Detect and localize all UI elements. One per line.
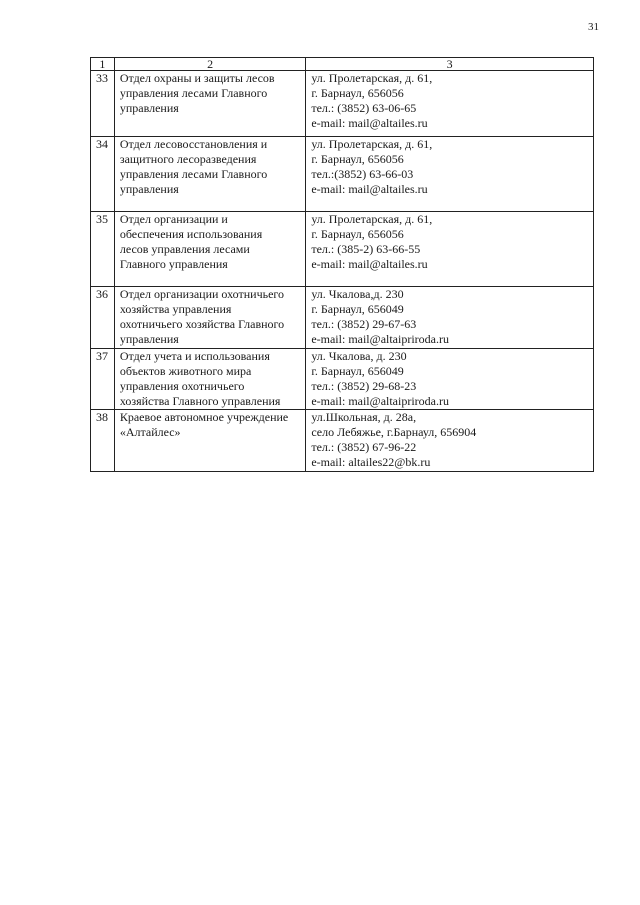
- row-number: 37: [91, 349, 115, 410]
- contact-info: [306, 287, 594, 349]
- department-name-line: лесов управления лесами: [119, 242, 250, 256]
- department-name-line: Отдел организации охотничьего: [119, 287, 285, 301]
- address-city: г. Барнаул, 656056: [311, 227, 404, 241]
- department-name-line: обеспечения использования: [119, 227, 263, 241]
- department-name: [114, 349, 306, 410]
- phone: тел.:(3852) 63-66-03: [311, 167, 414, 181]
- email: e-mail: mail@altaipriroda.ru: [311, 332, 449, 346]
- table-row: [91, 410, 594, 472]
- address-street: ул. Пролетарская, д. 61,: [311, 212, 433, 226]
- column-header-3: 3: [306, 58, 594, 71]
- table-header-row: [91, 58, 594, 71]
- column-header-2: 2: [114, 58, 306, 71]
- email: e-mail: mail@altaipriroda.ru: [311, 394, 449, 408]
- department-name-line: «Алтайлес»: [119, 425, 181, 439]
- department-name-line: Краевое автономное учреждение: [119, 410, 289, 424]
- address-city: г. Барнаул, 656056: [311, 152, 404, 166]
- department-name-line: управления: [119, 332, 179, 346]
- address-street: ул. Чкалова,д. 230: [311, 287, 404, 301]
- address-street: ул. Чкалова, д. 230: [311, 349, 407, 363]
- row-number: 35: [91, 212, 115, 287]
- department-name-line: защитного лесоразведения: [119, 152, 257, 166]
- phone: тел.: (3852) 63-06-65: [311, 101, 417, 115]
- address-street: ул. Пролетарская, д. 61,: [311, 137, 433, 151]
- contact-info: [306, 212, 594, 287]
- phone: тел.: (385-2) 63-66-55: [311, 242, 421, 256]
- department-name-line: Отдел охраны и защиты лесов: [119, 71, 275, 85]
- department-name-line: управления лесами Главного: [119, 86, 268, 100]
- department-name-line: управления: [119, 101, 179, 115]
- contact-info: [306, 349, 594, 410]
- phone: тел.: (3852) 29-68-23: [311, 379, 417, 393]
- department-name: [114, 212, 306, 287]
- address-city: г. Барнаул, 656049: [311, 302, 404, 316]
- table-row: [91, 137, 594, 212]
- department-name-line: хозяйства Главного управления: [119, 394, 281, 408]
- address-city: г. Барнаул, 656056: [311, 86, 404, 100]
- row-number: 36: [91, 287, 115, 349]
- address-city: г. Барнаул, 656049: [311, 364, 404, 378]
- email: e-mail: mail@altailes.ru: [311, 257, 428, 271]
- table-row: [91, 287, 594, 349]
- column-header-1: 1: [91, 58, 115, 71]
- department-name-line: управления лесами Главного: [119, 167, 268, 181]
- contact-info: [306, 410, 594, 472]
- department-name: [114, 71, 306, 137]
- department-name: [114, 287, 306, 349]
- phone: тел.: (3852) 67-96-22: [311, 440, 417, 454]
- address-street: ул. Пролетарская, д. 61,: [311, 71, 433, 85]
- contacts-table: [90, 57, 594, 472]
- department-name-line: Главного управления: [119, 257, 228, 271]
- table-row: [91, 212, 594, 287]
- email: e-mail: mail@altailes.ru: [311, 116, 428, 130]
- page-number: 31: [588, 21, 599, 33]
- department-name-line: Отдел организации и: [119, 212, 228, 226]
- department-name-line: охотничьего хозяйства Главного: [119, 317, 285, 331]
- email: e-mail: altailes22@bk.ru: [311, 455, 431, 469]
- address-city: село Лебяжье, г.Барнаул, 656904: [311, 425, 477, 439]
- department-name-line: хозяйства управления: [119, 302, 232, 316]
- table-row: [91, 349, 594, 410]
- row-number: 34: [91, 137, 115, 212]
- email: e-mail: mail@altailes.ru: [311, 182, 428, 196]
- table-row: [91, 71, 594, 137]
- department-name: [114, 137, 306, 212]
- department-name-line: управления: [119, 182, 179, 196]
- department-name-line: объектов животного мира: [119, 364, 252, 378]
- department-name: [114, 410, 306, 472]
- contact-info: [306, 137, 594, 212]
- row-number: 33: [91, 71, 115, 137]
- phone: тел.: (3852) 29-67-63: [311, 317, 417, 331]
- address-street: ул.Школьная, д. 28а,: [311, 410, 417, 424]
- row-number: 38: [91, 410, 115, 472]
- department-name-line: управления охотничьего: [119, 379, 245, 393]
- contact-info: [306, 71, 594, 137]
- department-name-line: Отдел лесовосстановления и: [119, 137, 268, 151]
- department-name-line: Отдел учета и использования: [119, 349, 270, 363]
